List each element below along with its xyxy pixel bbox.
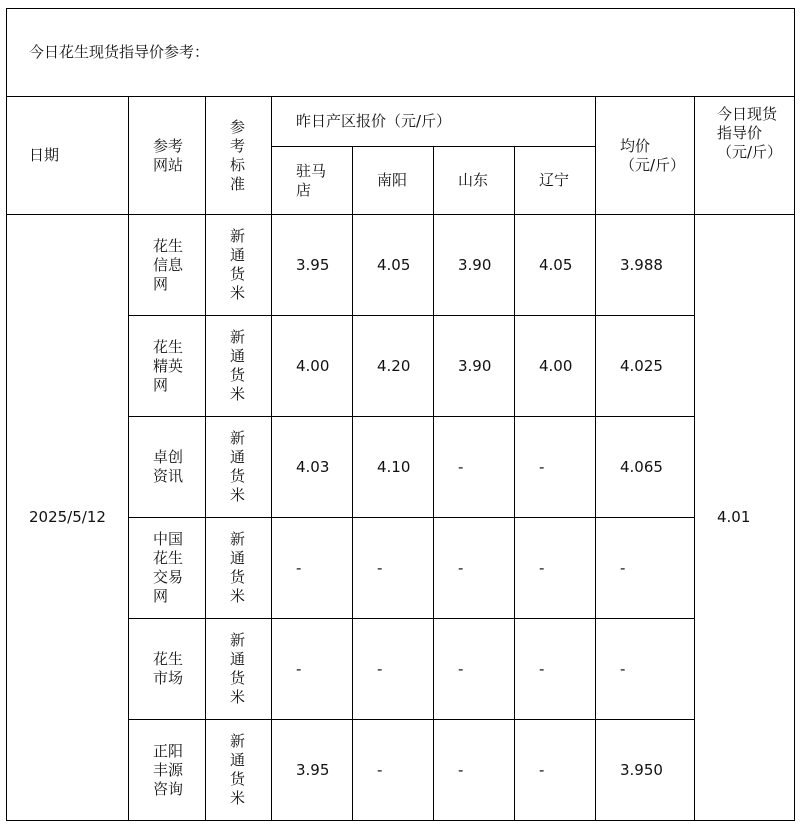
price-zhumadian: 3.95 xyxy=(272,215,353,316)
price-shandong: - xyxy=(434,417,515,518)
price-zhumadian: 3.95 xyxy=(272,720,353,821)
header-region-zhumadian: 驻马店 xyxy=(272,147,353,215)
price-zhumadian: - xyxy=(272,619,353,720)
price-liaoning: - xyxy=(515,518,596,619)
price-liaoning: 4.05 xyxy=(515,215,596,316)
average-cell: - xyxy=(596,518,695,619)
standard-cell: 新通货米 xyxy=(206,316,272,417)
date-cell: 2025/5/12 xyxy=(7,215,129,821)
price-nanyang: 4.20 xyxy=(353,316,434,417)
header-price-group: 昨日产区报价（元/斤） xyxy=(272,97,596,147)
header-site: 参考网站 xyxy=(129,97,206,215)
price-zhumadian: - xyxy=(272,518,353,619)
site-cell: 中国花生交易网 xyxy=(129,518,206,619)
header-average: 均价（元/斤） xyxy=(596,97,695,215)
average-cell: 3.988 xyxy=(596,215,695,316)
header-standard: 参考标准 xyxy=(206,97,272,215)
price-liaoning: - xyxy=(515,417,596,518)
average-cell: 3.950 xyxy=(596,720,695,821)
table-caption: 今日花生现货指导价参考： xyxy=(7,9,795,97)
site-cell: 花生精英网 xyxy=(129,316,206,417)
price-nanyang: - xyxy=(353,518,434,619)
header-today: 今日现货指导价（元/斤） xyxy=(695,97,795,215)
price-reference-table xyxy=(6,8,795,821)
header-date: 日期 xyxy=(7,97,129,215)
price-zhumadian: 4.00 xyxy=(272,316,353,417)
site-cell: 正阳丰源咨询 xyxy=(129,720,206,821)
standard-cell: 新通货米 xyxy=(206,215,272,316)
average-cell: 4.065 xyxy=(596,417,695,518)
price-shandong: - xyxy=(434,518,515,619)
standard-cell: 新通货米 xyxy=(206,619,272,720)
price-nanyang: - xyxy=(353,619,434,720)
price-liaoning: 4.00 xyxy=(515,316,596,417)
standard-cell: 新通货米 xyxy=(206,720,272,821)
average-cell: 4.025 xyxy=(596,316,695,417)
price-nanyang: 4.10 xyxy=(353,417,434,518)
header-region-nanyang: 南阳 xyxy=(353,147,434,215)
average-cell: - xyxy=(596,619,695,720)
price-zhumadian: 4.03 xyxy=(272,417,353,518)
today-price-cell: 4.01 xyxy=(695,215,795,821)
table-row xyxy=(7,215,795,316)
price-shandong: 3.90 xyxy=(434,316,515,417)
price-nanyang: - xyxy=(353,720,434,821)
site-cell: 卓创资讯 xyxy=(129,417,206,518)
site-cell: 花生信息网 xyxy=(129,215,206,316)
price-liaoning: - xyxy=(515,619,596,720)
standard-cell: 新通货米 xyxy=(206,518,272,619)
header-region-liaoning: 辽宁 xyxy=(515,147,596,215)
site-cell: 花生市场 xyxy=(129,619,206,720)
header-region-shandong: 山东 xyxy=(434,147,515,215)
price-shandong: - xyxy=(434,720,515,821)
price-liaoning: - xyxy=(515,720,596,821)
standard-cell: 新通货米 xyxy=(206,417,272,518)
price-shandong: 3.90 xyxy=(434,215,515,316)
price-nanyang: 4.05 xyxy=(353,215,434,316)
price-shandong: - xyxy=(434,619,515,720)
